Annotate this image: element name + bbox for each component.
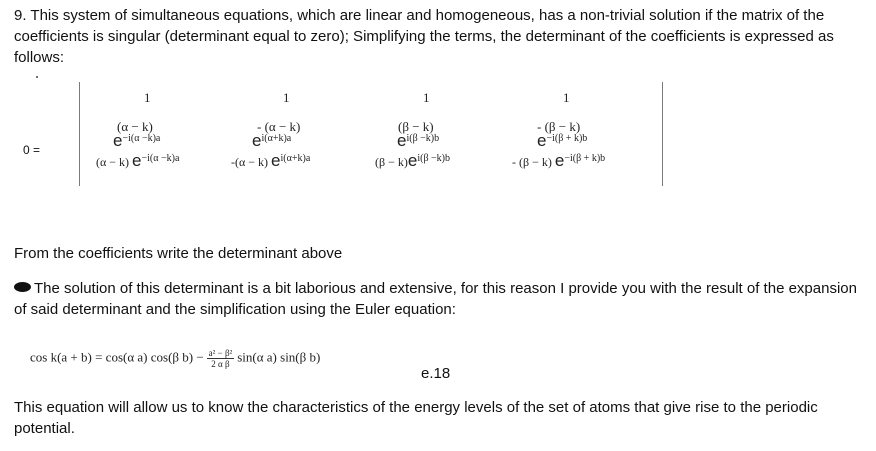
det-cell-r0-c1: 1 (283, 90, 290, 105)
solution-paragraph (14, 278, 870, 320)
fraction-denominator: 2 α β (211, 359, 230, 369)
determinant-right-bar (662, 82, 663, 186)
equation-lhs: cos k(a + b) = cos(α a) cos(β b) − (30, 349, 204, 365)
equation-fraction (207, 348, 235, 369)
stray-dot (36, 76, 38, 78)
det-cell-r2-c3: $e^{-i(\beta + k)b}$ (537, 131, 588, 150)
det-cell-r1-c1: - (α − k) (257, 119, 301, 134)
det-cell-r2-c2: $e^{i(\beta -k)b}$ (397, 131, 440, 150)
det-cell-r1-c3: - (β − k) (537, 119, 581, 134)
from-coefficients-paragraph: From the coefficients write the determinant above (14, 245, 343, 262)
determinant-left-bar (79, 82, 80, 186)
det-cell-r2-c1: $e^{i(\alpha+k)a}$ (252, 131, 292, 150)
det-cell-r3-c1: -(α − k) $e^{i(\alpha+k)a}$ (231, 151, 311, 170)
conclusion-paragraph: This equation will allow us to know the characteristics of the energy levels of the set of atoms that give rise to the periodic potential. (14, 399, 818, 437)
equation-rhs: sin(α a) sin(β b) (237, 349, 321, 365)
solution-text: The solution of this determinant is a bit laborious and extensive, for this reason I provide you with the result of the expansion of said determinant and the simplification using the Euler equation: (14, 280, 857, 318)
det-cell-r3-c2: $(\beta - k)e^{i(\beta -k)b}$ (375, 151, 451, 170)
euler-equation (30, 348, 320, 369)
det-cell-r3-c0: (α − k) $e^{-i(\alpha -k)a}$ (96, 151, 180, 170)
det-cell-r2-c0: $e^{-i(\alpha -k)a}$ (113, 131, 161, 150)
intro-paragraph: 9. This system of simultaneous equations, which are linear and homogeneous, has a non-trivial solution if the matrix of the coefficients is singular (determinant equal to zero); Simplifying the terms, the determinant of the coefficients is expressed as follows: (14, 7, 834, 66)
det-cell-r0-c2: 1 (423, 90, 430, 105)
det-cell-r1-c0: (α − k) (117, 119, 153, 134)
det-cell-r3-c3: - (β − k) $e^{-i(\beta + k)b}$ (512, 151, 606, 170)
det-cell-r0-c0: 1 (144, 90, 151, 105)
determinant-lhs: 0 = (23, 143, 41, 157)
bullet-icon (14, 282, 31, 292)
det-cell-r1-c2: (β − k) (398, 119, 434, 134)
equation-number: e.18 (421, 365, 451, 382)
fraction-numerator: a² − β² (208, 348, 233, 358)
det-cell-r0-c3: 1 (563, 90, 570, 105)
